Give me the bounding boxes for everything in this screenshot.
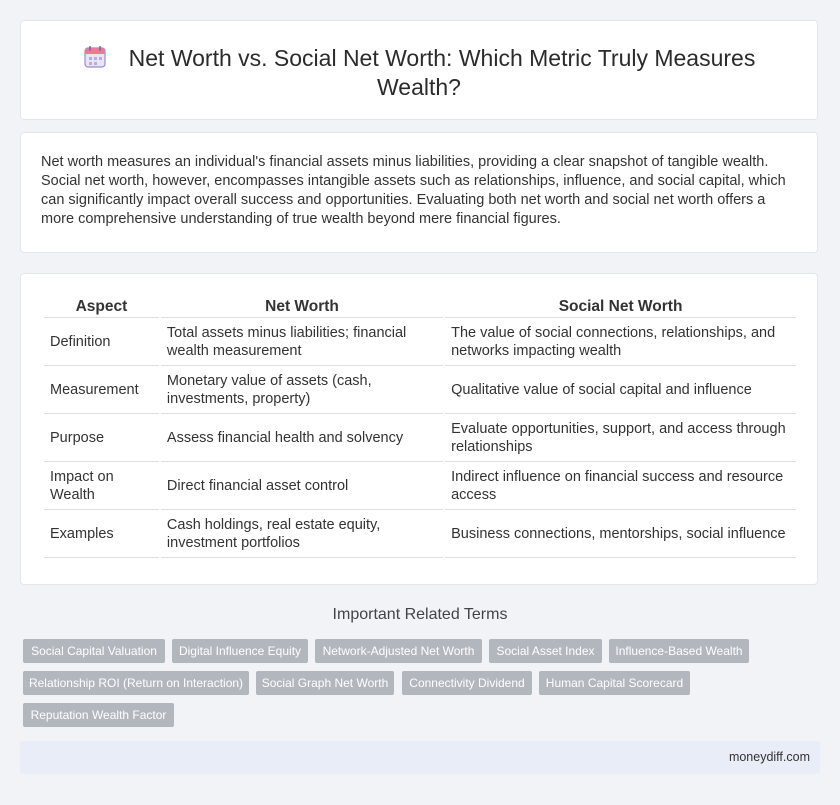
related-term-tag[interactable]: Digital Influence Equity (172, 639, 308, 663)
header-social-net-worth: Social Net Worth (445, 296, 796, 318)
table-header-row (44, 296, 796, 318)
row-social-net-worth: Evaluate opportunities, support, and access through relationships (445, 414, 796, 462)
footer (20, 741, 820, 774)
title-card (20, 20, 818, 120)
row-social-net-worth: The value of social connections, relationships, and networks impacting wealth (445, 318, 796, 366)
header-aspect: Aspect (44, 296, 159, 318)
row-net-worth: Monetary value of assets (cash, investments, property) (161, 366, 443, 414)
table-row (44, 414, 796, 462)
intro-paragraph: Net worth measures an individual's financial assets minus liabilities, providing a clear snapshot of tangible wealth. Social net worth, however, encompasses intangible assets such as relationships, influence, and social capital, which can significantly impact overall success and opportunities. Evaluating both net worth and social net worth offers a more comprehensive understanding of true wealth beyond mere financial figures. (41, 154, 786, 227)
row-net-worth: Cash holdings, real estate equity, investment portfolios (161, 510, 443, 558)
related-term-tag[interactable]: Network-Adjusted Net Worth (315, 639, 482, 663)
row-aspect: Measurement (44, 366, 159, 414)
row-net-worth: Direct financial asset control (161, 462, 443, 510)
table-row (44, 510, 796, 558)
intro-card (20, 132, 818, 253)
row-net-worth: Total assets minus liabilities; financial wealth measurement (161, 318, 443, 366)
table-row (44, 366, 796, 414)
comparison-table (42, 296, 798, 558)
footer-site-link[interactable]: moneydiff.com (728, 750, 810, 764)
header-net-worth: Net Worth (161, 296, 443, 318)
related-term-tag[interactable]: Influence-Based Wealth (609, 639, 749, 663)
related-terms-title: Important Related Terms (332, 606, 508, 623)
table-row (44, 318, 796, 366)
related-term-tag[interactable]: Social Capital Valuation (23, 639, 165, 663)
related-term-tag[interactable]: Relationship ROI (Return on Interaction) (23, 671, 249, 695)
row-aspect: Purpose (44, 414, 159, 462)
row-social-net-worth: Indirect influence on financial success and resource access (445, 462, 796, 510)
row-aspect: Impact on Wealth (44, 462, 159, 510)
row-net-worth: Assess financial health and solvency (161, 414, 443, 462)
related-term-tag[interactable]: Human Capital Scorecard (539, 671, 690, 695)
row-aspect: Examples (44, 510, 159, 558)
calendar-icon (83, 45, 107, 69)
row-aspect: Definition (44, 318, 159, 366)
related-term-tag[interactable]: Social Graph Net Worth (256, 671, 394, 695)
row-social-net-worth: Business connections, mentorships, social influence (445, 510, 796, 558)
related-term-tag[interactable]: Connectivity Dividend (402, 671, 532, 695)
table-row (44, 462, 796, 510)
row-social-net-worth: Qualitative value of social capital and influence (445, 366, 796, 414)
comparison-card (20, 273, 818, 585)
related-term-tag[interactable]: Social Asset Index (489, 639, 602, 663)
page-title-wrap (61, 44, 777, 102)
page-title: Net Worth vs. Social Net Worth: Which Metric Truly Measures Wealth? (128, 45, 756, 100)
related-term-tag[interactable]: Reputation Wealth Factor (23, 703, 174, 727)
